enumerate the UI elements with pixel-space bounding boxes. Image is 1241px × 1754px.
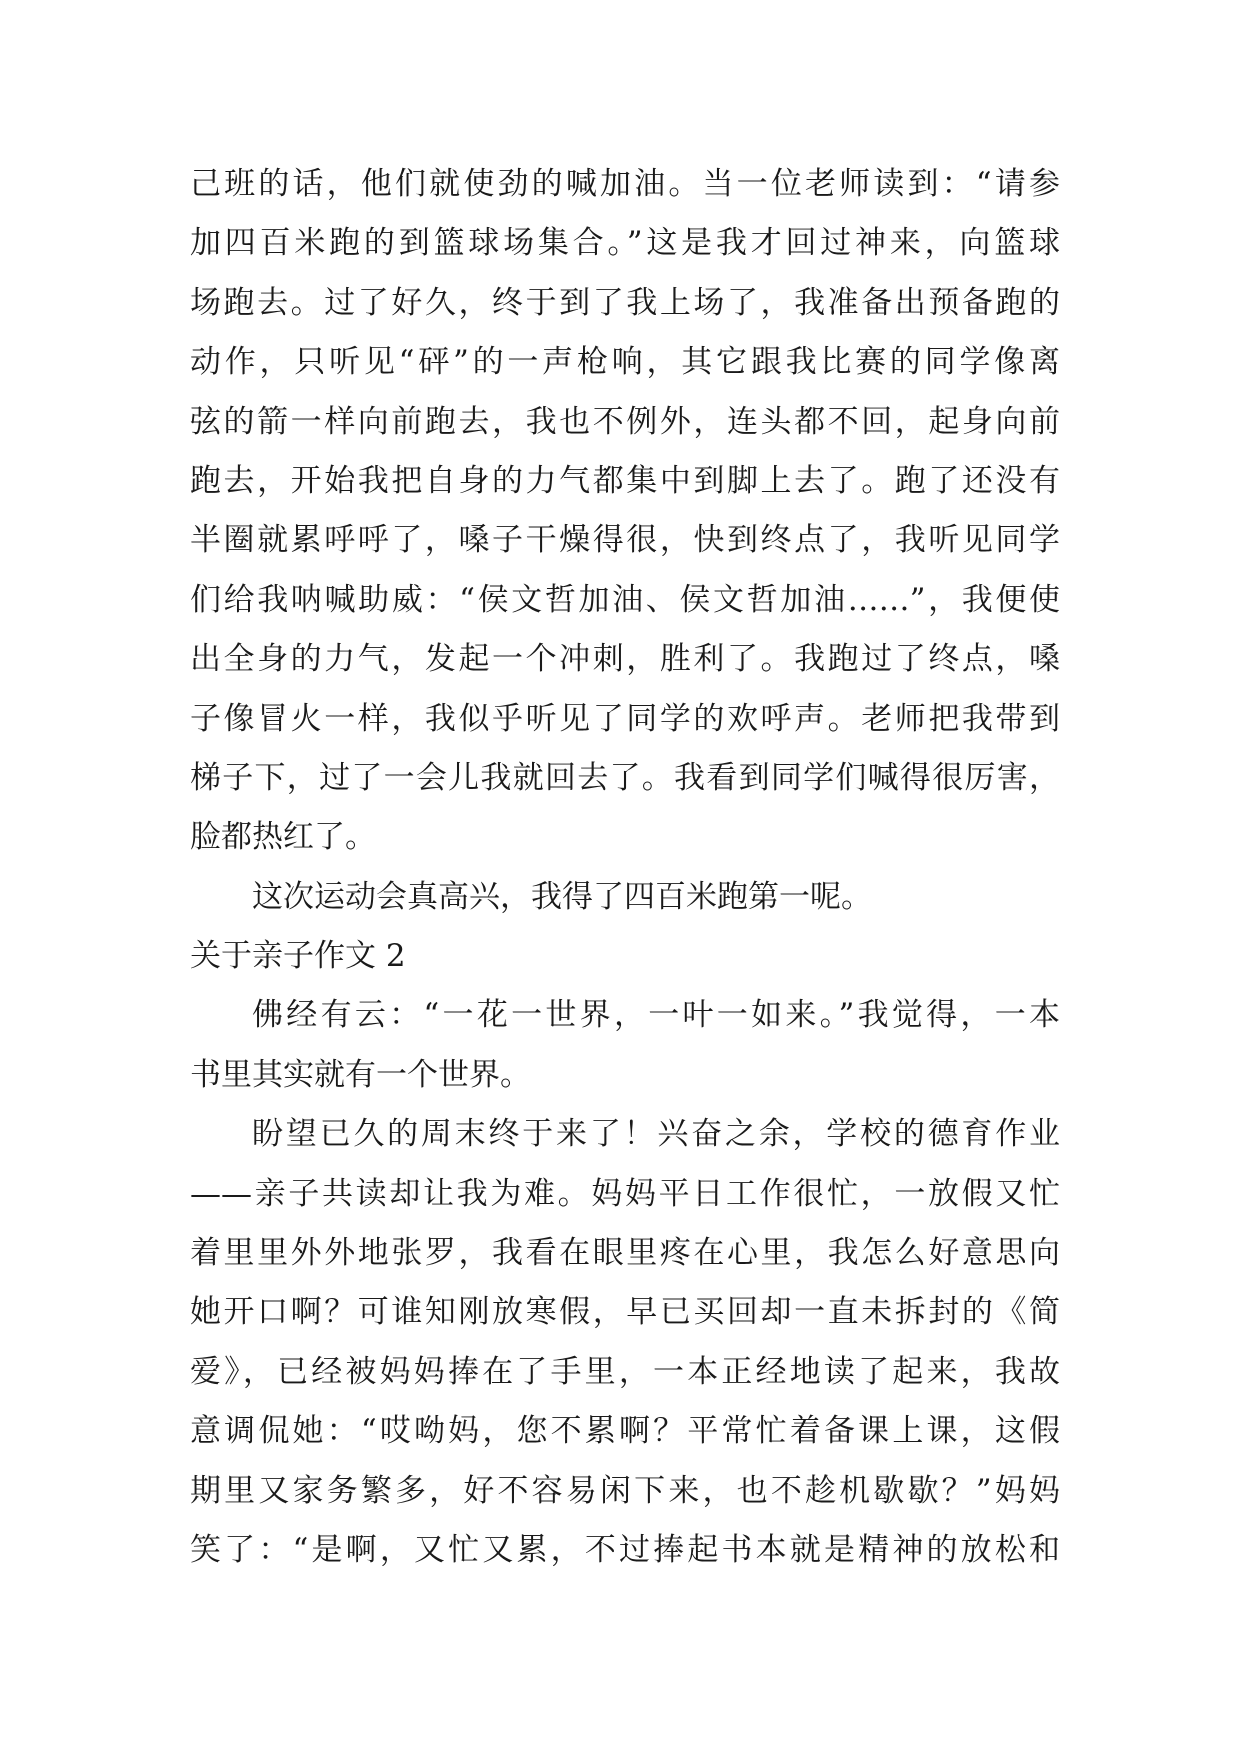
text-line: 佛经有云：“一花一世界，一叶一如来。”我觉得，一本 — [252, 997, 1060, 1034]
text-line: 关于亲子作文 2 — [190, 938, 406, 975]
text-line: 动作，只听见“砰”的一声枪响，其它跟我比赛的同学像离 — [190, 344, 1060, 381]
text-line: 着里里外外地张罗，我看在眼里疼在心里，我怎么好意思向 — [190, 1235, 1060, 1272]
paragraph — [190, 1105, 1060, 1580]
text-line: 弦的箭一样向前跑去，我也不例外，连头都不回，起身向前 — [190, 403, 1060, 440]
paragraph — [190, 986, 1060, 1105]
text-line: 出全身的力气，发起一个冲刺，胜利了。我跑过了终点，嗓 — [190, 641, 1060, 678]
text-line: 爱》，已经被妈妈捧在了手里，一本正经地读了起来，我故 — [190, 1353, 1060, 1390]
text-line: 期里又家务繁多，好不容易闲下来，也不趁机歇歇？”妈妈 — [190, 1472, 1060, 1509]
paragraph — [190, 868, 1060, 927]
text-line: 她开口啊？可谁知刚放寒假，早已买回却一直未拆封的《简 — [190, 1294, 1060, 1331]
text-line: 己班的话，他们就使劲的喊加油。当一位老师读到：“请参 — [190, 166, 1060, 202]
text-line: 梯子下，过了一会儿我就回去了。我看到同学们喊得很厉害， — [190, 759, 1060, 796]
text-line: 跑去，开始我把自身的力气都集中到脚上去了。跑了还没有 — [190, 462, 1060, 499]
text-line: 这次运动会真高兴，我得了四百米跑第一呢。 — [252, 878, 872, 915]
text-line: 书里其实就有一个世界。 — [190, 1056, 531, 1093]
text-line: 半圈就累呼呼了，嗓子干燥得很，快到终点了，我听见同学 — [190, 522, 1060, 559]
text-line: 笑了：“是啊，又忙又累，不过捧起书本就是精神的放松和 — [190, 1531, 1060, 1568]
document-body — [190, 155, 1060, 1580]
paragraph — [190, 155, 1060, 868]
text-line: 们给我呐喊助威：“侯文哲加油、侯文哲加油……”，我便使 — [190, 581, 1060, 618]
text-line: ——亲子共读却让我为难。妈妈平日工作很忙，一放假又忙 — [190, 1175, 1060, 1212]
section-heading — [190, 927, 1060, 986]
text-line: 加四百米跑的到篮球场集合。”这是我才回过神来，向篮球 — [190, 225, 1060, 262]
text-line: 盼望已久的周末终于来了！兴奋之余，学校的德育作业 — [252, 1116, 1060, 1153]
text-line: 场跑去。过了好久，终于到了我上场了，我准备出预备跑的 — [190, 284, 1060, 321]
text-line: 意调侃她：“哎呦妈，您不累啊？平常忙着备课上课，这假 — [190, 1413, 1060, 1450]
text-line: 脸都热红了。 — [190, 819, 376, 856]
text-line: 子像冒火一样，我似乎听见了同学的欢呼声。老师把我带到 — [190, 700, 1060, 737]
